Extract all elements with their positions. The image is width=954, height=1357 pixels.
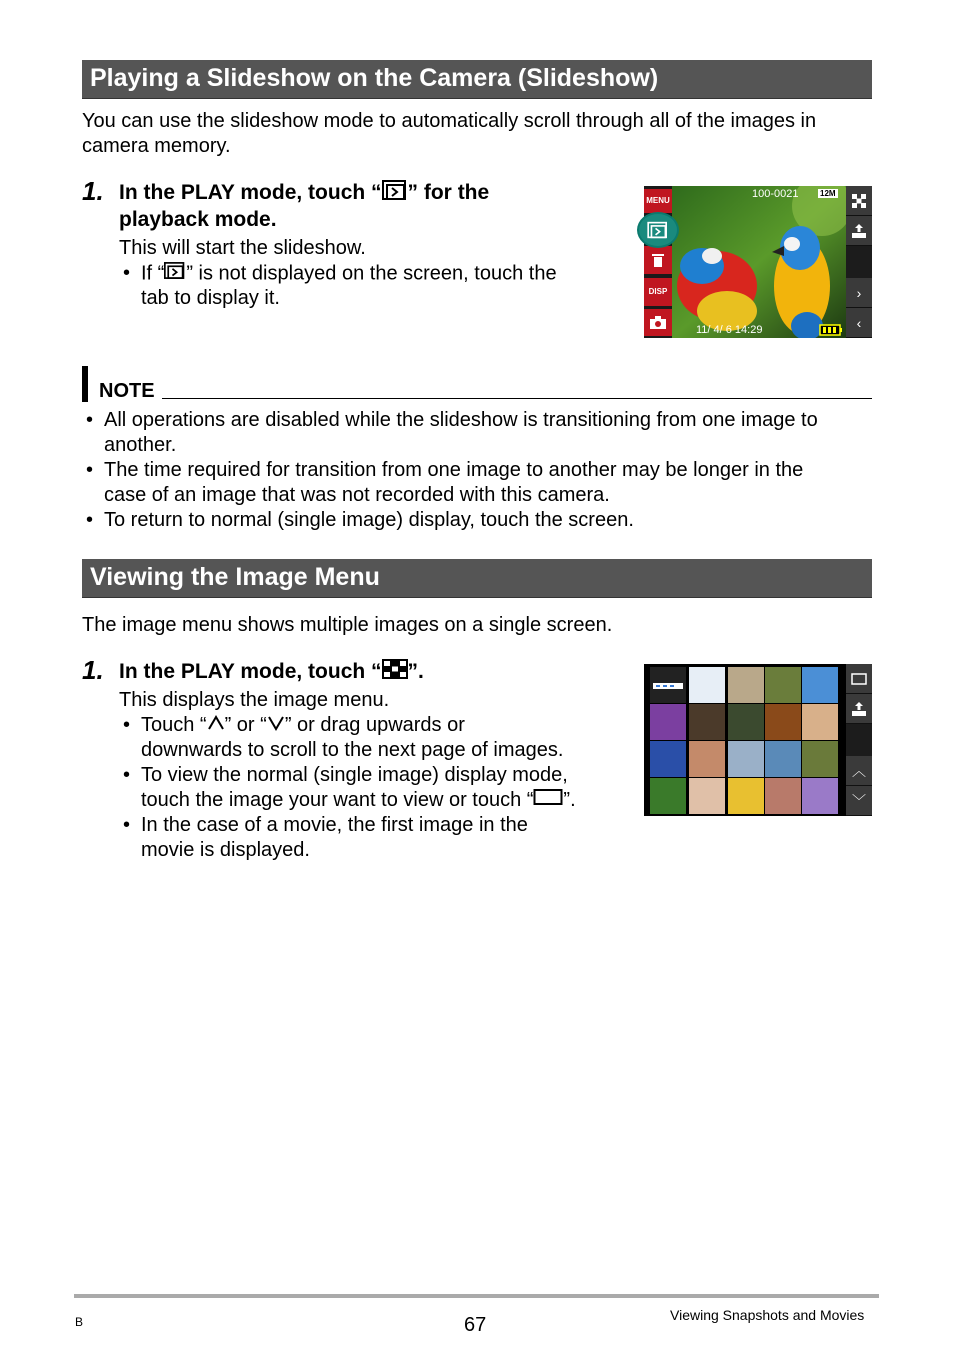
file-number: 100-0021	[752, 188, 799, 200]
chevron-down-icon: ﹀	[852, 793, 866, 809]
chevron-right-icon: ›	[856, 285, 862, 301]
thumbnail[interactable]	[765, 667, 801, 703]
image-size-badge: 12M	[820, 189, 836, 198]
camera-screen-playback	[644, 186, 872, 338]
thumbnail[interactable]	[802, 667, 838, 703]
thumbnail[interactable]	[765, 704, 801, 740]
note-item-3: • To return to normal (single image) display, touch the screen.	[104, 508, 634, 533]
slideshow-icon	[164, 261, 186, 287]
section-header-image-menu	[82, 559, 872, 598]
thumbnail[interactable]	[689, 778, 725, 814]
section-title: Viewing the Image Menu	[90, 563, 380, 591]
step-bullet-1	[141, 713, 465, 738]
single-view-icon	[851, 673, 867, 685]
note-item-1: • All operations are disabled while the slideshow is transitioning from one image to	[104, 408, 818, 433]
page-number: 67	[464, 1314, 487, 1336]
footer-rule	[74, 1294, 879, 1298]
step-bullet-2: • To view the normal (single image) display mode,	[141, 763, 568, 788]
thumbnail[interactable]	[650, 741, 686, 777]
camera-icon	[650, 316, 666, 329]
note-item-2: • The time required for transition from one image to another may be longer in the	[104, 458, 803, 483]
prev-button[interactable]	[846, 308, 872, 338]
thumbnail[interactable]	[728, 704, 764, 740]
thumbnail[interactable]	[802, 778, 838, 814]
trash-icon	[651, 252, 665, 268]
step-bullet-2-cont	[141, 788, 576, 813]
thumbnail[interactable]	[802, 704, 838, 740]
step-title-part-b: ” for the	[407, 181, 490, 205]
step-number: 1.	[82, 176, 104, 206]
note-marker	[82, 366, 88, 402]
date-time: 11/ 4/ 6 14:29	[696, 324, 763, 336]
b1-part-c: ” or drag upwards or	[284, 714, 465, 736]
transfer-button[interactable]	[846, 694, 872, 724]
b1-part-a: Touch “	[141, 714, 207, 736]
chevron-up-icon	[207, 713, 225, 738]
intro-line-2: camera memory.	[82, 135, 231, 157]
single-view-icon	[533, 788, 563, 813]
grid-icon	[852, 194, 866, 208]
scroll-up-button[interactable]	[846, 756, 872, 786]
step-number: 1.	[82, 655, 104, 685]
thumbnail[interactable]	[728, 741, 764, 777]
bullet-part-a: If “	[141, 262, 165, 285]
b2-part-b: ”.	[563, 789, 576, 811]
chevron-down-icon	[267, 713, 285, 738]
section2-intro: The image menu shows multiple images on a single screen.	[82, 614, 613, 636]
thumbnail[interactable]	[689, 704, 725, 740]
b2-part-a: touch the image your want to view or touch “	[141, 789, 534, 811]
bullet-part-b: ” is not displayed on the screen, touch the	[186, 262, 557, 285]
thumbnail[interactable]	[650, 778, 686, 814]
grid-icon	[382, 659, 408, 686]
step-title-part-a: In the PLAY mode, touch “	[119, 660, 382, 683]
step-bullet	[141, 261, 557, 287]
single-view-button[interactable]	[846, 664, 872, 694]
step-title-line-2: playback mode.	[119, 208, 277, 231]
trash-button[interactable]	[644, 246, 672, 274]
slideshow-button-highlight[interactable]	[637, 212, 679, 248]
footer-left: B	[75, 1315, 84, 1329]
note-item-1-cont: another.	[104, 434, 177, 456]
transfer-icon	[851, 701, 867, 717]
bullet-line-2: tab to display it.	[141, 287, 280, 309]
thumbnail[interactable]	[689, 741, 725, 777]
slideshow-icon	[647, 221, 669, 239]
disp-button[interactable]: DISP	[644, 278, 672, 306]
battery-icon	[819, 323, 843, 338]
thumbnail[interactable]	[689, 667, 725, 703]
menu-button[interactable]: MENU	[644, 189, 672, 213]
thumbnail[interactable]	[765, 778, 801, 814]
camera-mode-button[interactable]	[644, 309, 672, 336]
step-description: This displays the image menu.	[119, 689, 390, 711]
thumbnail[interactable]	[650, 667, 686, 703]
step-title-part-a: In the PLAY mode, touch “	[119, 181, 382, 205]
camera-screen-image-menu	[644, 664, 872, 816]
thumbnail[interactable]	[765, 741, 801, 777]
chevron-up-icon: ︿	[852, 763, 866, 779]
transfer-icon	[851, 223, 867, 239]
thumbnail[interactable]	[728, 667, 764, 703]
slideshow-icon	[382, 179, 408, 208]
step-description: This will start the slideshow.	[119, 237, 366, 259]
note-label: NOTE	[99, 380, 155, 402]
b1-part-b: ” or “	[224, 714, 267, 736]
note-item-2-cont: case of an image that was not recorded with this camera.	[104, 484, 610, 506]
section-title: Playing a Slideshow on the Camera (Slideshow)	[90, 64, 659, 92]
thumbnail[interactable]	[650, 704, 686, 740]
step-bullet-3-cont: movie is displayed.	[141, 839, 310, 861]
step-bullet-3: • In the case of a movie, the first image in the	[141, 813, 528, 838]
step-bullet-1-cont: downwards to scroll to the next page of images.	[141, 739, 564, 761]
transfer-button[interactable]	[846, 216, 872, 246]
parrots-photo	[672, 186, 846, 338]
thumbnail[interactable]	[802, 741, 838, 777]
chevron-left-icon: ‹	[856, 315, 862, 331]
grid-view-button[interactable]	[846, 186, 872, 216]
intro-line-1: You can use the slideshow mode to automatically scroll through all of the images in	[82, 110, 817, 132]
note-rule	[162, 398, 872, 399]
next-button[interactable]	[846, 278, 872, 308]
section-header-slideshow	[82, 60, 872, 99]
step-title	[119, 179, 489, 208]
footer-chapter: Viewing Snapshots and Movies	[670, 1307, 865, 1323]
scroll-down-button[interactable]	[846, 786, 872, 816]
step-title-part-b: ”.	[407, 660, 424, 683]
thumbnail[interactable]	[728, 778, 764, 814]
step-title	[119, 658, 424, 686]
